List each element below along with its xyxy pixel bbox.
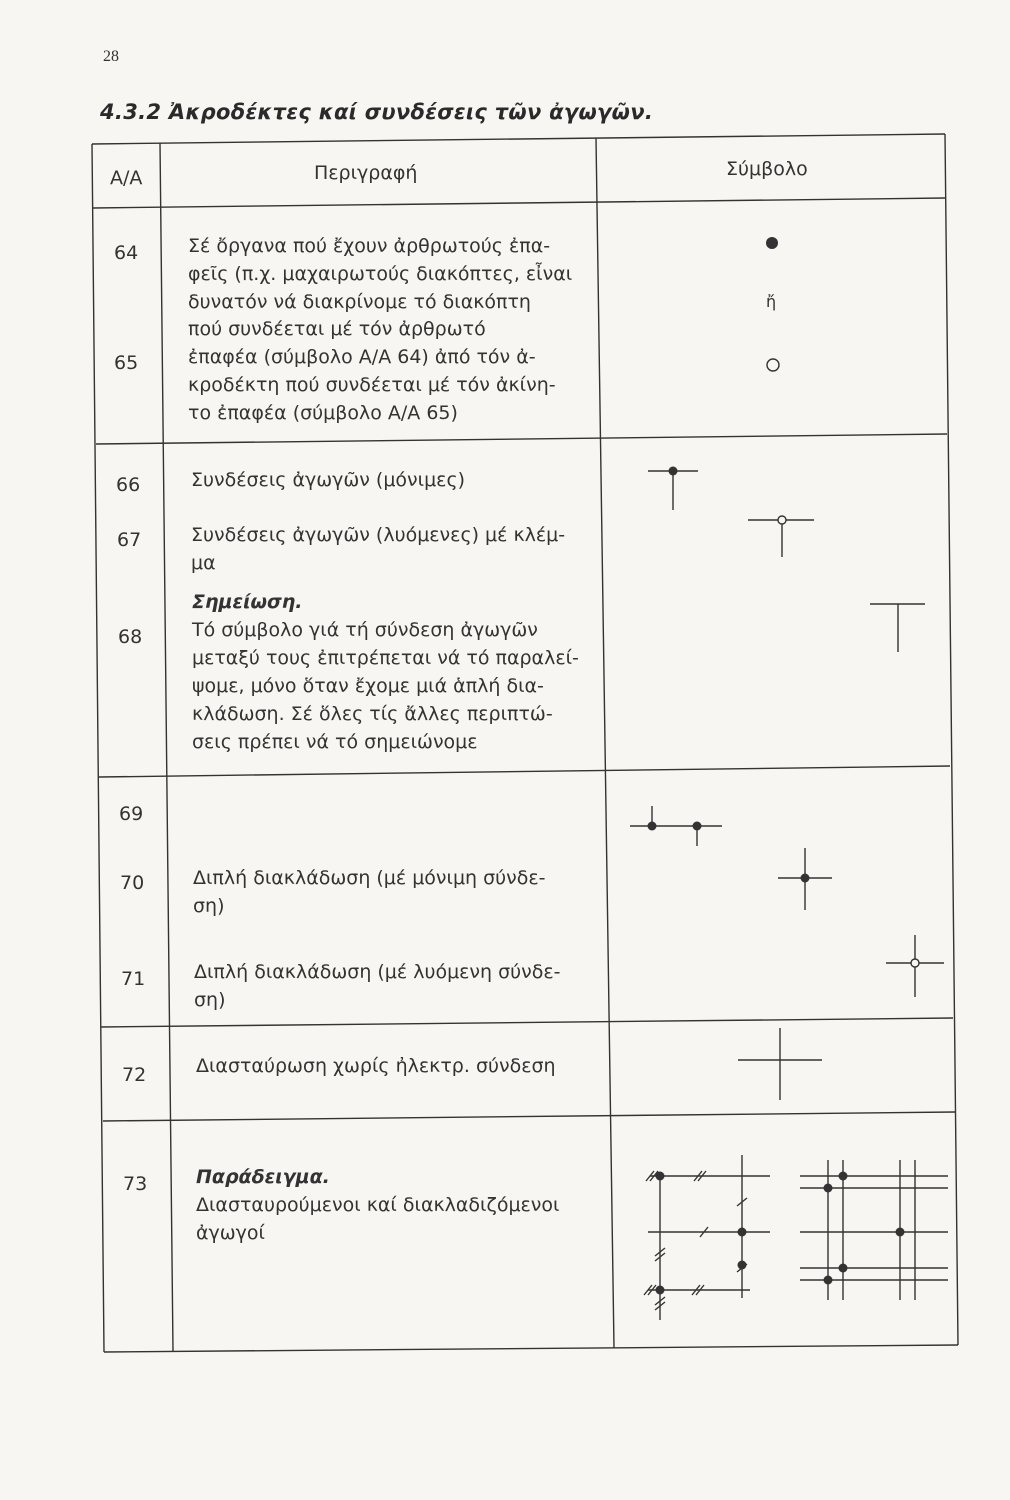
row-divider-64-66 (96, 434, 947, 444)
table-left-border (92, 144, 104, 1352)
row-66-description: Συνδέσεις ἀγωγῶν (μόνιμες) (191, 469, 466, 491)
symbol-69-double-branch (630, 806, 722, 846)
desc-line: πού συνδέεται μέ τόν ἀρθρωτό (188, 318, 486, 340)
row-68-description-line: Τό σύμβολο γιά τή σύνδεση ἀγωγῶν (192, 619, 538, 641)
desc-line: Σέ ὄργανα πού ἔχουν ἀρθρωτούς ἐπα- (188, 235, 551, 257)
table-bottom-border (104, 1345, 958, 1352)
symbol-73-example-single-line (644, 1155, 770, 1320)
row-number-65: 65 (114, 352, 139, 374)
row-number-68: 68 (118, 626, 143, 648)
row-73-description-line: ἀγωγοί (196, 1222, 265, 1244)
row-number-67: 67 (117, 529, 142, 551)
column-divider-2 (596, 138, 614, 1348)
desc-line: ἐπαφέα (σύμβολο Α/Α 64) ἀπό τόν ἀ- (188, 346, 536, 368)
table-right-border (945, 134, 958, 1345)
symbol-70-double-branch-permanent (778, 848, 832, 910)
row-71-description-line: Διπλή διακλάδωση (μέ λυόμενη σύνδε- (194, 961, 561, 983)
header-symbol: Σύμβολο (726, 158, 808, 180)
row-67-description-line: Συνδέσεις ἀγωγῶν (λυόμενες) μέ κλέμ- (191, 524, 566, 546)
symbol-71-double-branch-detachable (886, 935, 944, 997)
header-aa: Α/Α (110, 167, 143, 189)
row-number-69: 69 (119, 803, 144, 825)
row-68-description-line: ψομε, μόνο ὅταν ἔχομε μιά ἁπλή δια- (192, 675, 544, 697)
row-68-note-label: Σημείωση. (192, 591, 303, 613)
row-67-description-line: μα (191, 552, 216, 574)
desc-line: το ἐπαφέα (σύμβολο Α/Α 65) (188, 402, 458, 424)
row-number-70: 70 (120, 872, 145, 894)
symbol-or-label: ἤ (766, 292, 777, 311)
desc-line: κροδέκτη πού συνδέεται μέ τόν ἀκίνη- (188, 374, 556, 396)
symbol-64-filled-dot (766, 237, 778, 249)
header-divider (93, 198, 945, 208)
row-68-description-line: μεταξύ τους ἐπιτρέπεται νά τό παραλεί- (192, 647, 579, 669)
row-divider-68-69 (99, 766, 950, 777)
page-number: 28 (103, 48, 119, 65)
column-divider-1 (160, 143, 173, 1351)
section-title: 4.3.2 Ἀκροδέκτες καί συνδέσεις τῶν ἀγωγῶν. (100, 100, 654, 124)
header-description: Περιγραφή (314, 162, 418, 184)
desc-line: φεῖς (π.χ. μαχαιρωτούς διακόπτες, εἶναι (188, 263, 573, 285)
row-73-description-line: Διασταυρούμενοι καί διακλαδιζόμενοι (196, 1194, 560, 1216)
row-number-72: 72 (122, 1064, 147, 1086)
row-number-73: 73 (123, 1173, 148, 1195)
row-73-example-label: Παράδειγμα. (196, 1166, 330, 1188)
row-divider-72-73 (103, 1112, 955, 1121)
row-number-64: 64 (114, 242, 139, 264)
symbol-65-open-circle (767, 359, 779, 371)
row-divider-71-72 (101, 1018, 953, 1027)
symbol-66-permanent-junction (648, 467, 698, 511)
desc-line: δυνατόν νά διακρίνομε τό διακόπτη (188, 291, 531, 313)
row-number-66: 66 (116, 474, 141, 496)
symbol-68-simple-branch (870, 604, 925, 652)
symbol-72-crossing-no-connection (738, 1028, 822, 1100)
symbol-73-example-multi-line (800, 1160, 948, 1300)
row-68-description-line: σεις πρέπει νά τό σημειώνομε (192, 731, 478, 753)
row-71-description-line: ση) (194, 989, 226, 1011)
row-72-description: Διασταύρωση χωρίς ἠλεκτρ. σύνδεση (196, 1055, 556, 1077)
row-70-description-line: Διπλή διακλάδωση (μέ μόνιμη σύνδε- (193, 867, 546, 889)
symbol-67-detachable-junction (748, 516, 814, 557)
row-70-description-line: ση) (193, 895, 225, 917)
row-number-71: 71 (121, 968, 146, 990)
table-top-border (92, 134, 945, 144)
row-68-description-line: κλάδωση. Σέ ὅλες τίς ἄλλες περιπτώ- (192, 703, 553, 725)
